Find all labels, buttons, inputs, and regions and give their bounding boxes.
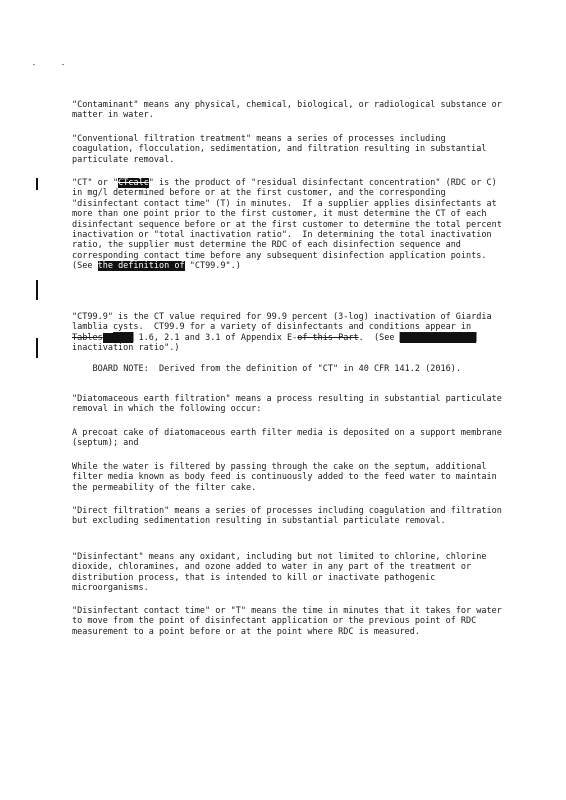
definition-conventional-filtration: "Conventional filtration treatment" means a series of processes including coagulation, flocculation, sedimentation, and filtration resulting in substantial particulate removal. bbox=[72, 134, 492, 165]
scan-speck bbox=[33, 64, 35, 65]
ct-strike: CTcalc bbox=[118, 178, 149, 188]
ct-highlight: the definition of bbox=[97, 261, 185, 272]
definition-ct999 bbox=[72, 312, 502, 354]
definition-contaminant: "Contaminant" means any physical, chemical, biological, or radiological substance or matter in water. bbox=[72, 100, 507, 121]
diatomaceous-precoat: A precoat cake of diatomaceous earth filter media is deposited on a support membrane (septum); and bbox=[72, 428, 507, 449]
ct-lead: "CT" or " bbox=[72, 178, 119, 188]
scan-speck bbox=[62, 64, 64, 65]
redaction-block: ████ bbox=[102, 332, 134, 343]
ct999-mid2: . (See bbox=[358, 332, 400, 343]
definition-disinfectant-contact-time: "Disinfectant contact time" or "T" means the time in minutes that it takes for water to move from the point of disinfectant application or the previous point of RDC measurement to a point before or at the point where RDC is measured. bbox=[72, 606, 507, 637]
board-note: BOARD NOTE: Derived from the definition of "CT" in 40 CFR 141.2 (2016). bbox=[72, 364, 461, 374]
diatomaceous-while-water: While the water is filtered by passing through the cake on the septum, additional filter media known as body feed is continuously added to the feed water to maintain the permeability of the filter cake. bbox=[72, 462, 502, 493]
ct-mid: " is the product of "residual disinfectant concentration" (RDC or C) in mg/l determined before or at the first customer, and the corresponding "disinfectant contact time" (T) in minutes. If a supplier applies disinfectants at more than one point prior to the first customer, it must determine the CT of each disinfectant sequence before or at the first customer to determine the total percent inactivation or "total inactivation ratio". In determining the total inactivation ratio, the supplier must determine the RDC of each disinfection sequence and corresponding contact time before any subsequent disinfection application points. (See bbox=[72, 178, 507, 272]
ct999-lead: "CT99.9" is the CT value required for 99.9 percent (3-log) inactivation of Giardia lamblia cysts. CT99.9 for a variety of disinfectants and conditions appear in bbox=[72, 312, 497, 333]
revision-bar bbox=[36, 280, 38, 300]
ct999-mid: 1.6, 2.1 and 3.1 of Appendix E- bbox=[133, 332, 298, 343]
ct999-strike2: of this Part bbox=[297, 332, 359, 343]
ct999-strike: Tables bbox=[72, 332, 103, 343]
definition-ct bbox=[72, 178, 507, 272]
revision-bar bbox=[36, 338, 38, 358]
redaction-block: ███████████████ bbox=[399, 332, 477, 343]
ct999-tail: inactivation ratio".) bbox=[72, 332, 482, 354]
definition-diatomaceous-earth: "Diatomaceous earth filtration" means a process resulting in substantial particulate removal in which the following occur: bbox=[72, 394, 507, 415]
ct-tail: "CT99.9".) bbox=[184, 261, 241, 272]
revision-bar bbox=[36, 178, 38, 190]
definition-direct-filtration: "Direct filtration" means a series of processes including coagulation and filtration but excluding sedimentation resulting in substantial particulate removal. bbox=[72, 506, 507, 527]
definition-disinfectant: "Disinfectant" means any oxidant, including but not limited to chlorine, chlorine dioxide, chloramines, and ozone added to water in any part of the treatment or distribution process, that is intended to kill or inactivate pathogenic microorganisms. bbox=[72, 552, 492, 594]
